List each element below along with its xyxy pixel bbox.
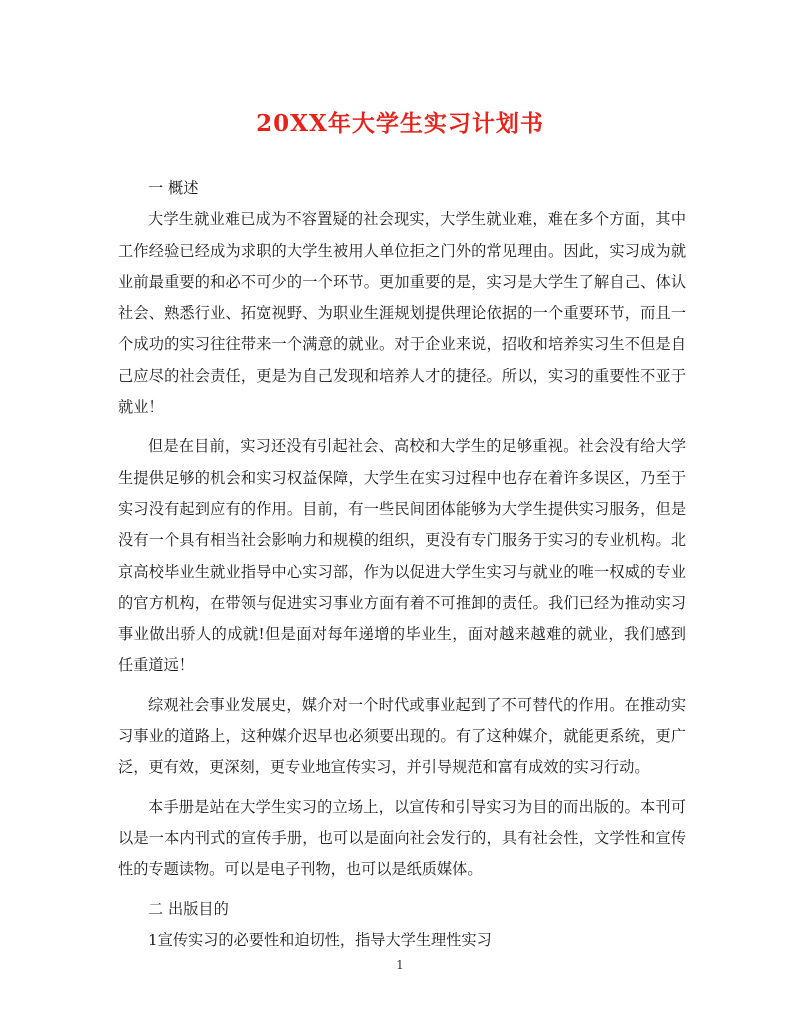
section-heading-overview: 一 概述 bbox=[148, 179, 199, 197]
paragraph: 本手册是站在大学生实习的立场上，以宣传和引导实习为目的而出版的。本刊可以是一本内刊式的宣传手册，也可以是面向社会发行的，具有社会性，文学性和宣传性的专题读物。可以是电子刊物，也可以是纸质媒体。 bbox=[118, 797, 686, 879]
document-title: 20XX年大学生实习计划书 bbox=[256, 110, 544, 137]
page-number: 1 bbox=[396, 958, 404, 972]
paragraph: 但是在目前，实习还没有引起社会、高校和大学生的足够重视。社会没有给大学生提供足够的机会和实习权益保障，大学生在实习过程中也存在着许多误区，乃至于实习没有起到应有的作用。目前，有一些民间团体能够为大学生提供实习服务，但是没有一个具有相当社会影响力和规模的组织，更没有专门服务于实习的专业机构。北京高校毕业生就业指导中心实习部，作为以促进大学生实习与就业的唯一权威的专业的官方机构，在带领与促进实习事业方面有着不可推卸的责任。我们已经为推动实习事业做出骄人的成就!但是面对每年递增的毕业生，面对越来越难的就业，我们感到任重道远！ bbox=[118, 437, 686, 675]
document-body bbox=[118, 173, 686, 964]
section-heading-purpose: 二 出版目的 bbox=[148, 899, 229, 918]
paragraph: 综观社会事业发展史，媒介对一个时代或事业起到了不可替代的作用。在推动实习事业的道路上，这种媒介迟早也必须要出现的。有了这种媒介，就能更系统，更广泛，更有效，更深刻，更专业地宣传实习，并引导规范和富有成效的实习行动。 bbox=[118, 695, 686, 777]
paragraph: 1宣传实习的必要性和迫切性，指导大学生理性实习 bbox=[148, 930, 492, 949]
paragraph: 大学生就业难已成为不容置疑的社会现实，大学生就业难，难在多个方面，其中工作经验已经成为求职的大学生被用人单位拒之门外的常见理由。因此，实习成为就业前最重要的和必不可少的一个环节。更加重要的是，实习是大学生了解自己、体认社会、熟悉行业、拓宽视野、为职业生涯规划提供理论依据的一个重要环节，而且一个成功的实习往往带来一个满意的就业。对于企业来说，招收和培养实习生不但是自己应尽的社会责任，更是为自己发现和培养人才的捷径。所以，实习的重要性不亚于就业！ bbox=[118, 210, 686, 417]
